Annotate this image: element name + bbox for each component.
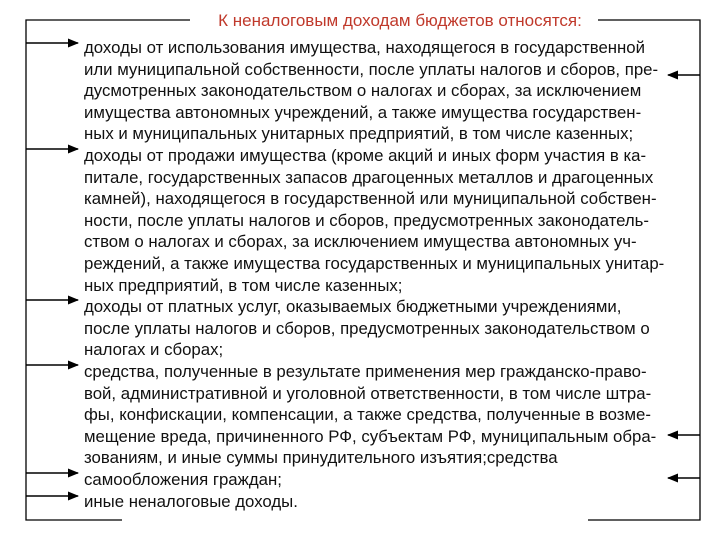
- body-line: ством о налогах и сборах, за исключением имущества автономных уч-: [84, 232, 637, 252]
- body-line: ных и муниципальных унитарных предприятий, в том числе казенных;: [84, 124, 634, 144]
- body-line: мещение вреда, причиненного РФ, субъектам РФ, муниципальным обра-: [84, 426, 657, 446]
- body-line: вой, административной и уголовной ответственности, в том числе штра-: [84, 383, 652, 403]
- body-line: ности, после уплаты налогов и сборов, предусмотренных законодатель-: [84, 210, 650, 230]
- body-line: иные неналоговые доходы.: [84, 491, 298, 511]
- body-line: после уплаты налогов и сборов, предусмотренных законодательством о: [84, 318, 650, 338]
- body-line: реждений, а также имущества государственных и муниципальных унитар-: [84, 254, 665, 273]
- body-line: ных предприятий, в том числе казенных;: [84, 275, 403, 295]
- body-line: средства, полученные в результате применения мер гражданско-право-: [84, 362, 647, 381]
- body-line: доходы от платных услуг, оказываемых бюджетными учреждениями,: [84, 297, 622, 317]
- body-line: доходы от продажи имущества (кроме акций и иных форм участия в ка-: [84, 146, 647, 165]
- body-line: имущества автономных учреждений, а также имущества государствен-: [84, 102, 642, 122]
- body-line: питале, государственных запасов драгоценных металлов и драгоценных: [84, 167, 654, 187]
- body-line: зованиям, и иные суммы принудительного изъятия;средства: [84, 448, 558, 468]
- body-line: фы, конфискации, компенсации, а также средства, полученные в возме-: [84, 405, 651, 425]
- body-line: камней), находящегося в государственной или муниципальной собствен-: [84, 189, 657, 209]
- body-line: доходы от использования имущества, находящегося в государственной: [84, 38, 646, 57]
- body-line: налогах и сборах;: [84, 340, 224, 360]
- slide-title: К неналоговым доходам бюджетов относятся:: [218, 11, 582, 30]
- body-line: дусмотренных законодательством о налогах и сборах, за исключением: [84, 81, 642, 101]
- body-line: или муниципальной собственности, после уплаты налогов и сборов, пре-: [84, 59, 659, 79]
- body-line: самообложения граждан;: [84, 470, 282, 489]
